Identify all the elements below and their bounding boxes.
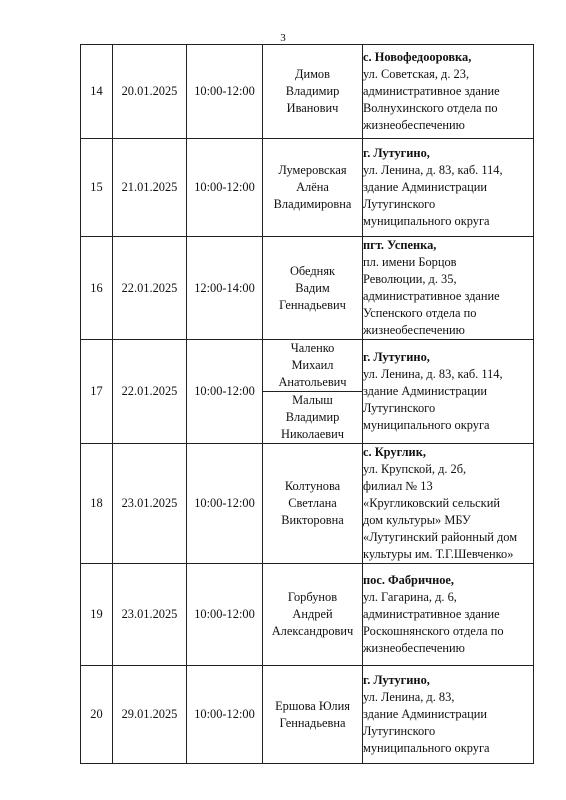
reception-address [363, 139, 534, 237]
name-line: Геннадьевич [279, 297, 346, 312]
row-number: 17 [81, 340, 113, 444]
row-time: 10:00-12:00 [187, 139, 263, 237]
town-name: с. Новофедооровка, [363, 50, 472, 64]
address-line: филиал № 13 [363, 479, 433, 493]
address-line: ул. Ленина, д. 83, каб. 114, [363, 367, 503, 381]
name-line: Иванович [286, 101, 339, 115]
official-name [263, 444, 363, 564]
reception-address [363, 340, 534, 444]
row-number: 18 [81, 444, 113, 564]
address-line: муниципального округа [363, 741, 490, 755]
town-name: г. Лутугино, [363, 146, 430, 160]
official-name [263, 237, 363, 340]
name-line: Колтунова [284, 479, 341, 493]
name-line: Владимир [285, 410, 340, 424]
row-date: 29.01.2025 [113, 666, 187, 764]
address-line: Лутугинского [363, 401, 436, 415]
name-line: Обедняк [289, 263, 336, 278]
address-line: Лутугинского [363, 197, 436, 211]
address-line: жизнеобеспечению [363, 641, 465, 655]
official-name [263, 340, 363, 392]
row-time: 12:00-14:00 [187, 237, 263, 340]
schedule-table [80, 44, 534, 764]
row-date: 22.01.2025 [113, 237, 187, 340]
address-line: административное здание [363, 84, 500, 98]
address-line: Волнухинского отдела по [363, 101, 498, 115]
address-line: здание Администрации [363, 707, 487, 721]
name-line: Горбунов [287, 590, 338, 604]
row-date: 22.01.2025 [113, 340, 187, 444]
address-line: муниципального округа [363, 214, 490, 228]
address-line: административное здание [363, 607, 500, 621]
row-date: 23.01.2025 [113, 444, 187, 564]
address-line: ул. Гагарина, д. 6, [363, 590, 457, 604]
table-row [81, 139, 534, 237]
row-number: 19 [81, 564, 113, 666]
official-name [263, 564, 363, 666]
official-name [263, 45, 363, 139]
name-line: Андрей [292, 607, 333, 621]
address-line: Лутугинского [363, 724, 436, 738]
address-line: ул. Советская, д. 23, [363, 67, 470, 81]
address-line: «Лутугинский районный дом [363, 530, 518, 544]
name-line: Ершова Юлия [275, 698, 350, 713]
row-number: 14 [81, 45, 113, 139]
address-line: дом культуры» МБУ [363, 513, 471, 527]
row-date: 23.01.2025 [113, 564, 187, 666]
row-date: 21.01.2025 [113, 139, 187, 237]
address-line: ул. Ленина, д. 83, каб. 114, [363, 163, 503, 177]
name-line: Димов [295, 67, 330, 81]
row-number: 20 [81, 666, 113, 764]
town-name: пос. Фабричное, [363, 573, 455, 587]
address-line: Революции, д. 35, [363, 272, 457, 286]
name-line: Алёна [296, 180, 329, 194]
address-line: муниципального округа [363, 418, 490, 432]
address-line: пл. имени Борцов [363, 255, 457, 269]
row-time: 10:00-12:00 [187, 340, 263, 444]
address-line: ул. Ленина, д. 83, [363, 690, 455, 704]
address-line: административное здание [363, 289, 500, 303]
name-line: Михаил [291, 358, 334, 372]
row-time: 10:00-12:00 [187, 564, 263, 666]
reception-address [363, 666, 534, 764]
name-line: Вадим [295, 280, 330, 295]
reception-address [363, 564, 534, 666]
row-time: 10:00-12:00 [187, 666, 263, 764]
town-name: с. Круглик, [363, 445, 426, 459]
official-name [263, 139, 363, 237]
address-line: культуры им. Т.Г.Шевченко» [363, 547, 514, 561]
name-line: Геннадьевна [279, 715, 346, 730]
name-line: Николаевич [281, 427, 344, 441]
town-name: г. Лутугино, [363, 673, 430, 687]
reception-address [363, 444, 534, 564]
name-line: Владимир [285, 84, 340, 98]
name-line: Светлана [288, 496, 337, 510]
name-line: Чаленко [290, 341, 335, 355]
address-line: ул. Крупской, д. 2б, [363, 462, 467, 476]
row-number: 16 [81, 237, 113, 340]
row-time: 10:00-12:00 [187, 45, 263, 139]
address-line: Успенского отдела по [363, 306, 477, 320]
table-row [81, 666, 534, 764]
table-row [81, 45, 534, 139]
town-name: г. Лутугино, [363, 350, 430, 364]
row-date: 20.01.2025 [113, 45, 187, 139]
official-name [263, 392, 363, 444]
name-line: Анатольевич [278, 375, 347, 389]
address-line: жизнеобеспечению [363, 118, 465, 132]
address-line: «Кругликовский сельский [363, 496, 500, 510]
name-line: Малыш [292, 393, 333, 407]
address-line: здание Администрации [363, 384, 487, 398]
reception-address [363, 237, 534, 340]
table-row [81, 564, 534, 666]
table-row [81, 444, 534, 564]
name-line: Викторовна [281, 513, 344, 527]
row-number: 15 [81, 139, 113, 237]
name-line: Лумеровская [278, 163, 347, 177]
table-row [81, 237, 534, 340]
address-line: Роскошнянского отдела по [363, 624, 504, 638]
official-name [263, 666, 363, 764]
name-line: Александрович [271, 624, 354, 638]
row-time: 10:00-12:00 [187, 444, 263, 564]
name-line: Владимировна [273, 197, 352, 211]
page-number: 3 [280, 32, 286, 44]
reception-address [363, 45, 534, 139]
town-name: пгт. Успенка, [363, 238, 437, 252]
address-line: жизнеобеспечению [363, 323, 465, 337]
address-line: здание Администрации [363, 180, 487, 194]
table-row [81, 340, 534, 392]
